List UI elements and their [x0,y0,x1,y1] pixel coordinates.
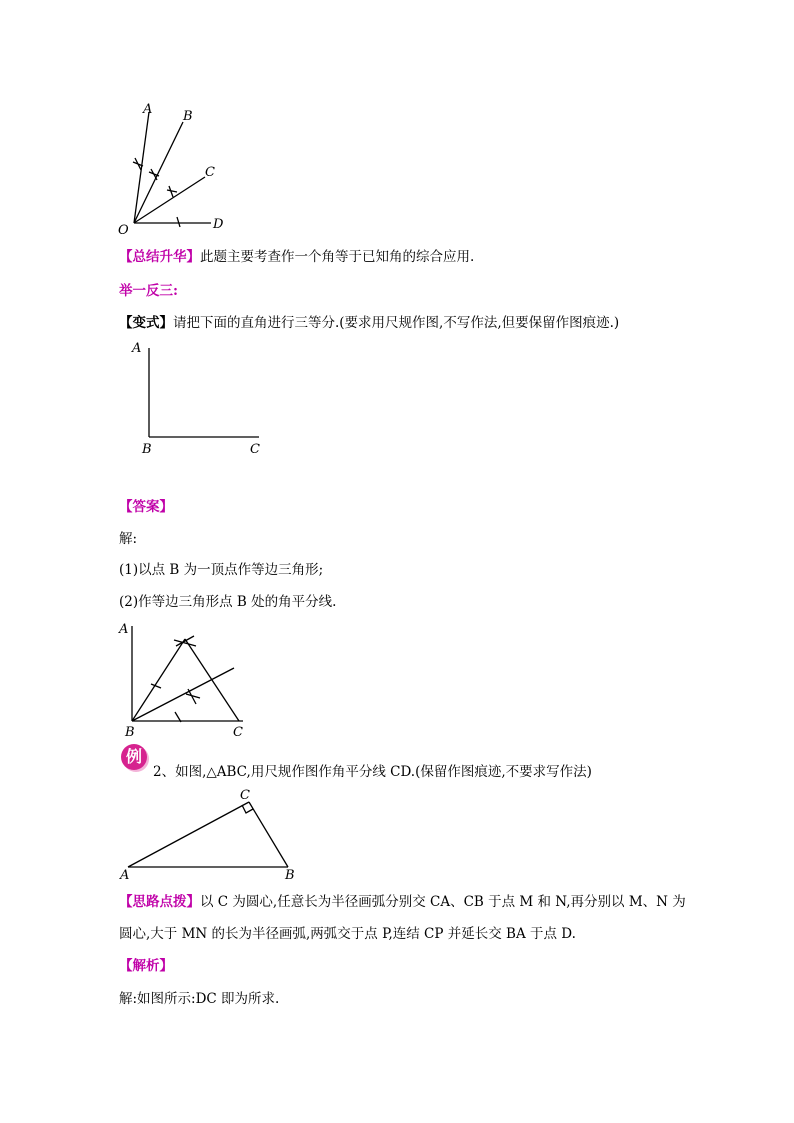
label-a: A [143,102,153,117]
bisector [132,668,234,721]
example-badge: 例 [121,744,147,770]
answer-tag: 【答案】 [119,499,173,515]
label-a: A [120,868,130,883]
answer-intro: 解: [119,531,138,547]
label-c: C [240,788,250,803]
figure-right-triangle [118,786,308,881]
summary-text: 此题主要考查作一个角等于已知角的综合应用. [200,249,475,265]
variant-line [119,314,619,332]
label-d: D [213,217,224,232]
label-a: A [132,341,142,356]
label-b: B [285,868,295,883]
label-c: C [205,165,215,180]
label-b: B [125,725,135,740]
figure-trisection-answer [116,618,256,738]
summary-tag: 【总结升华】 [119,249,200,265]
label-b: B [142,442,152,457]
label-c: C [233,725,243,740]
practice-heading: 举一反三: [119,283,178,299]
variant-tag: 【变式】 [119,315,173,331]
label-a: A [119,622,129,637]
summary-line [119,248,474,266]
label-o: O [118,223,129,238]
hint-text-1: 以 C 为圆心,任意长为半径画弧分别交 CA、CB 于点 M 和 N,再分别以 M、N 为 [200,894,686,910]
variant-text: 请把下面的直角进行三等分.(要求用尺规作图,不写作法,但要保留作图痕迹.) [173,315,620,331]
answer-step2: (2)作等边三角形点 B 处的角平分线. [119,594,337,610]
label-b: B [183,109,193,124]
analysis-text: 解:如图所示:DC 即为所求. [119,991,280,1007]
analysis-tag: 【解析】 [119,958,173,974]
side-cb [249,802,288,867]
side-ac [128,802,249,867]
label-c: C [250,442,260,457]
figure-right-angle [128,338,268,458]
hint-line1 [119,893,686,911]
answer-step1: (1)以点 B 为一顶点作等边三角形; [119,562,324,578]
hint-line2: 圆心,大于 MN 的长为半径画弧,两弧交于点 P,连结 CP 并延长交 BA 于点 D. [119,926,576,942]
triangle-left [132,639,185,721]
hint-tag: 【思路点拨】 [119,894,200,910]
figure-angle-rays [115,100,245,240]
example-text: 2、如图,△ABC,用尺规作图作角平分线 CD.(保留作图痕迹,不要求写作法) [153,764,592,780]
